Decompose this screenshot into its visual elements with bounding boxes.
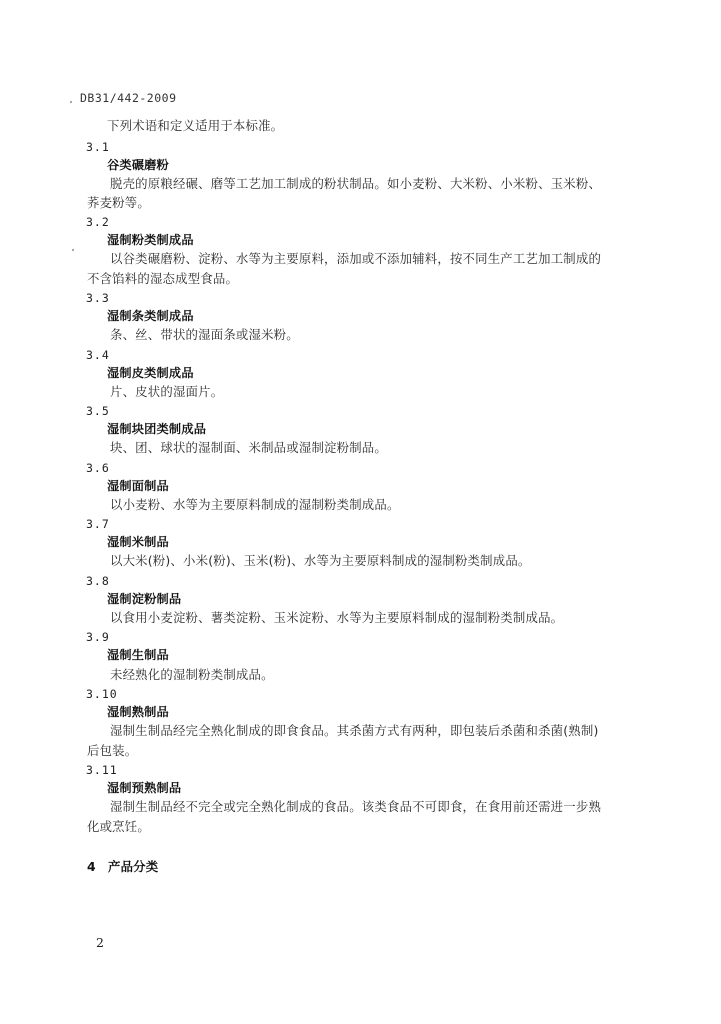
clause-number: 3.4: [86, 348, 110, 362]
definition-line: 化或烹饪。: [87, 819, 150, 834]
term-title: 湿制块团类制成品: [107, 422, 207, 436]
clause-number: 3.2: [86, 215, 110, 229]
term-title: 湿制面制品: [107, 479, 169, 493]
term-title: 湿制条类制成品: [107, 309, 194, 323]
definition-line: 湿制生制品经完全熟化制成的即食食品。其杀菌方式有两种，即包装后杀菌和杀菌(熟制): [110, 723, 599, 738]
term-title: 湿制预熟制品: [107, 781, 182, 795]
term-title: 湿制米制品: [107, 535, 169, 549]
definition-line: 以谷类碾磨粉、淀粉、水等为主要原料，添加或不添加辅料，按不同生产工艺加工制成的: [110, 251, 602, 266]
page-number: 2: [96, 935, 105, 950]
clause-number: 3.11: [86, 763, 118, 777]
definition-line: 湿制生制品经不完全或完全熟化制成的食品。该类食品不可即食，在食用前还需进一步熟: [110, 799, 602, 814]
clause-number: 3.3: [86, 291, 110, 305]
intro-text: 下列术语和定义适用于本标准。: [107, 118, 284, 133]
section-title: 产品分类: [108, 859, 159, 874]
definition-line: 以食用小麦淀粉、薯类淀粉、玉米淀粉、水等为主要原料制成的湿制粉类制成品。: [110, 610, 564, 625]
clause-number: 3.5: [86, 404, 110, 418]
term-title: 湿制粉类制成品: [107, 233, 194, 247]
scan-speck: [70, 101, 72, 103]
definition-line: 以大米(粉)、小米(粉)、玉米(粉)、水等为主要原料制成的湿制粉类制成品。: [110, 553, 531, 568]
clause-number: 3.9: [86, 630, 110, 644]
definition-line: 脱壳的原粮经碾、磨等工艺加工制成的粉状制品。如小麦粉、大米粉、小米粉、玉米粉、: [110, 176, 602, 191]
definition-line: 条、丝、带状的湿面条或湿米粉。: [110, 327, 299, 342]
section-number: 4: [87, 859, 96, 874]
definition-line: 后包装。: [87, 743, 138, 758]
term-title: 湿制熟制品: [107, 705, 169, 719]
term-title: 湿制皮类制成品: [107, 366, 194, 380]
standard-code: DB31/442-2009: [80, 91, 177, 105]
definition-line: 未经熟化的湿制粉类制成品。: [110, 667, 274, 682]
definition-line: 不含馅料的湿态成型食品。: [87, 271, 239, 286]
clause-number: 3.10: [86, 687, 118, 701]
clause-number: 3.1: [86, 140, 110, 154]
clause-number: 3.6: [86, 461, 110, 475]
definition-line: 荞麦粉等。: [87, 195, 150, 210]
definition-line: 片、皮状的湿面片。: [110, 384, 224, 399]
clause-number: 3.7: [86, 517, 110, 531]
term-title: 湿制生制品: [107, 648, 169, 662]
term-title: 谷类碾磨粉: [107, 158, 169, 172]
definition-line: 以小麦粉、水等为主要原料制成的湿制粉类制成品。: [110, 497, 400, 512]
term-title: 湿制淀粉制品: [107, 592, 182, 606]
scan-speck: [72, 249, 74, 251]
clause-number: 3.8: [86, 574, 110, 588]
definition-line: 块、团、球状的湿制面、米制品或湿制淀粉制品。: [110, 440, 387, 455]
